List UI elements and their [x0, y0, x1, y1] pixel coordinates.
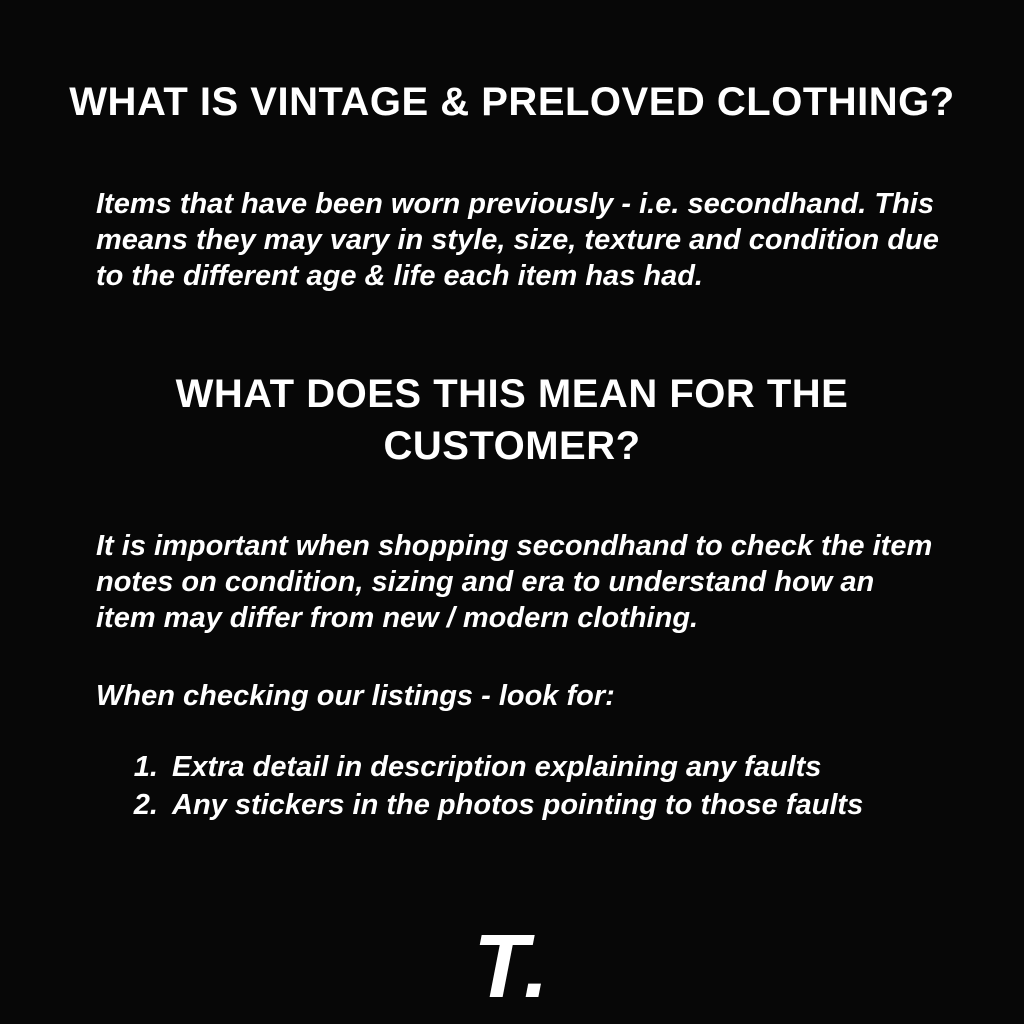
intro-paragraph: Items that have been worn previously - i.e. secondhand. This means they may vary in style, size, texture and condition due to the different age & life each item has had. — [96, 188, 939, 292]
list-item: 1. Extra detail in description explaining any faults — [166, 748, 940, 786]
list-item: 2. Any stickers in the photos pointing to those faults — [166, 786, 940, 824]
brand-logo: T. — [473, 917, 551, 1017]
main-title: WHAT IS VINTAGE & PRELOVED CLOTHING? — [69, 80, 955, 124]
listings-list — [132, 748, 940, 824]
listings-lead: When checking our listings - look for: — [96, 680, 615, 712]
customer-paragraph: It is important when shopping secondhand to check the item notes on condition, sizing and era to understand how an item may differ from new / modern clothing. — [96, 530, 933, 634]
subtitle: WHAT DOES THIS MEAN FOR THE CUSTOMER? — [175, 372, 849, 468]
